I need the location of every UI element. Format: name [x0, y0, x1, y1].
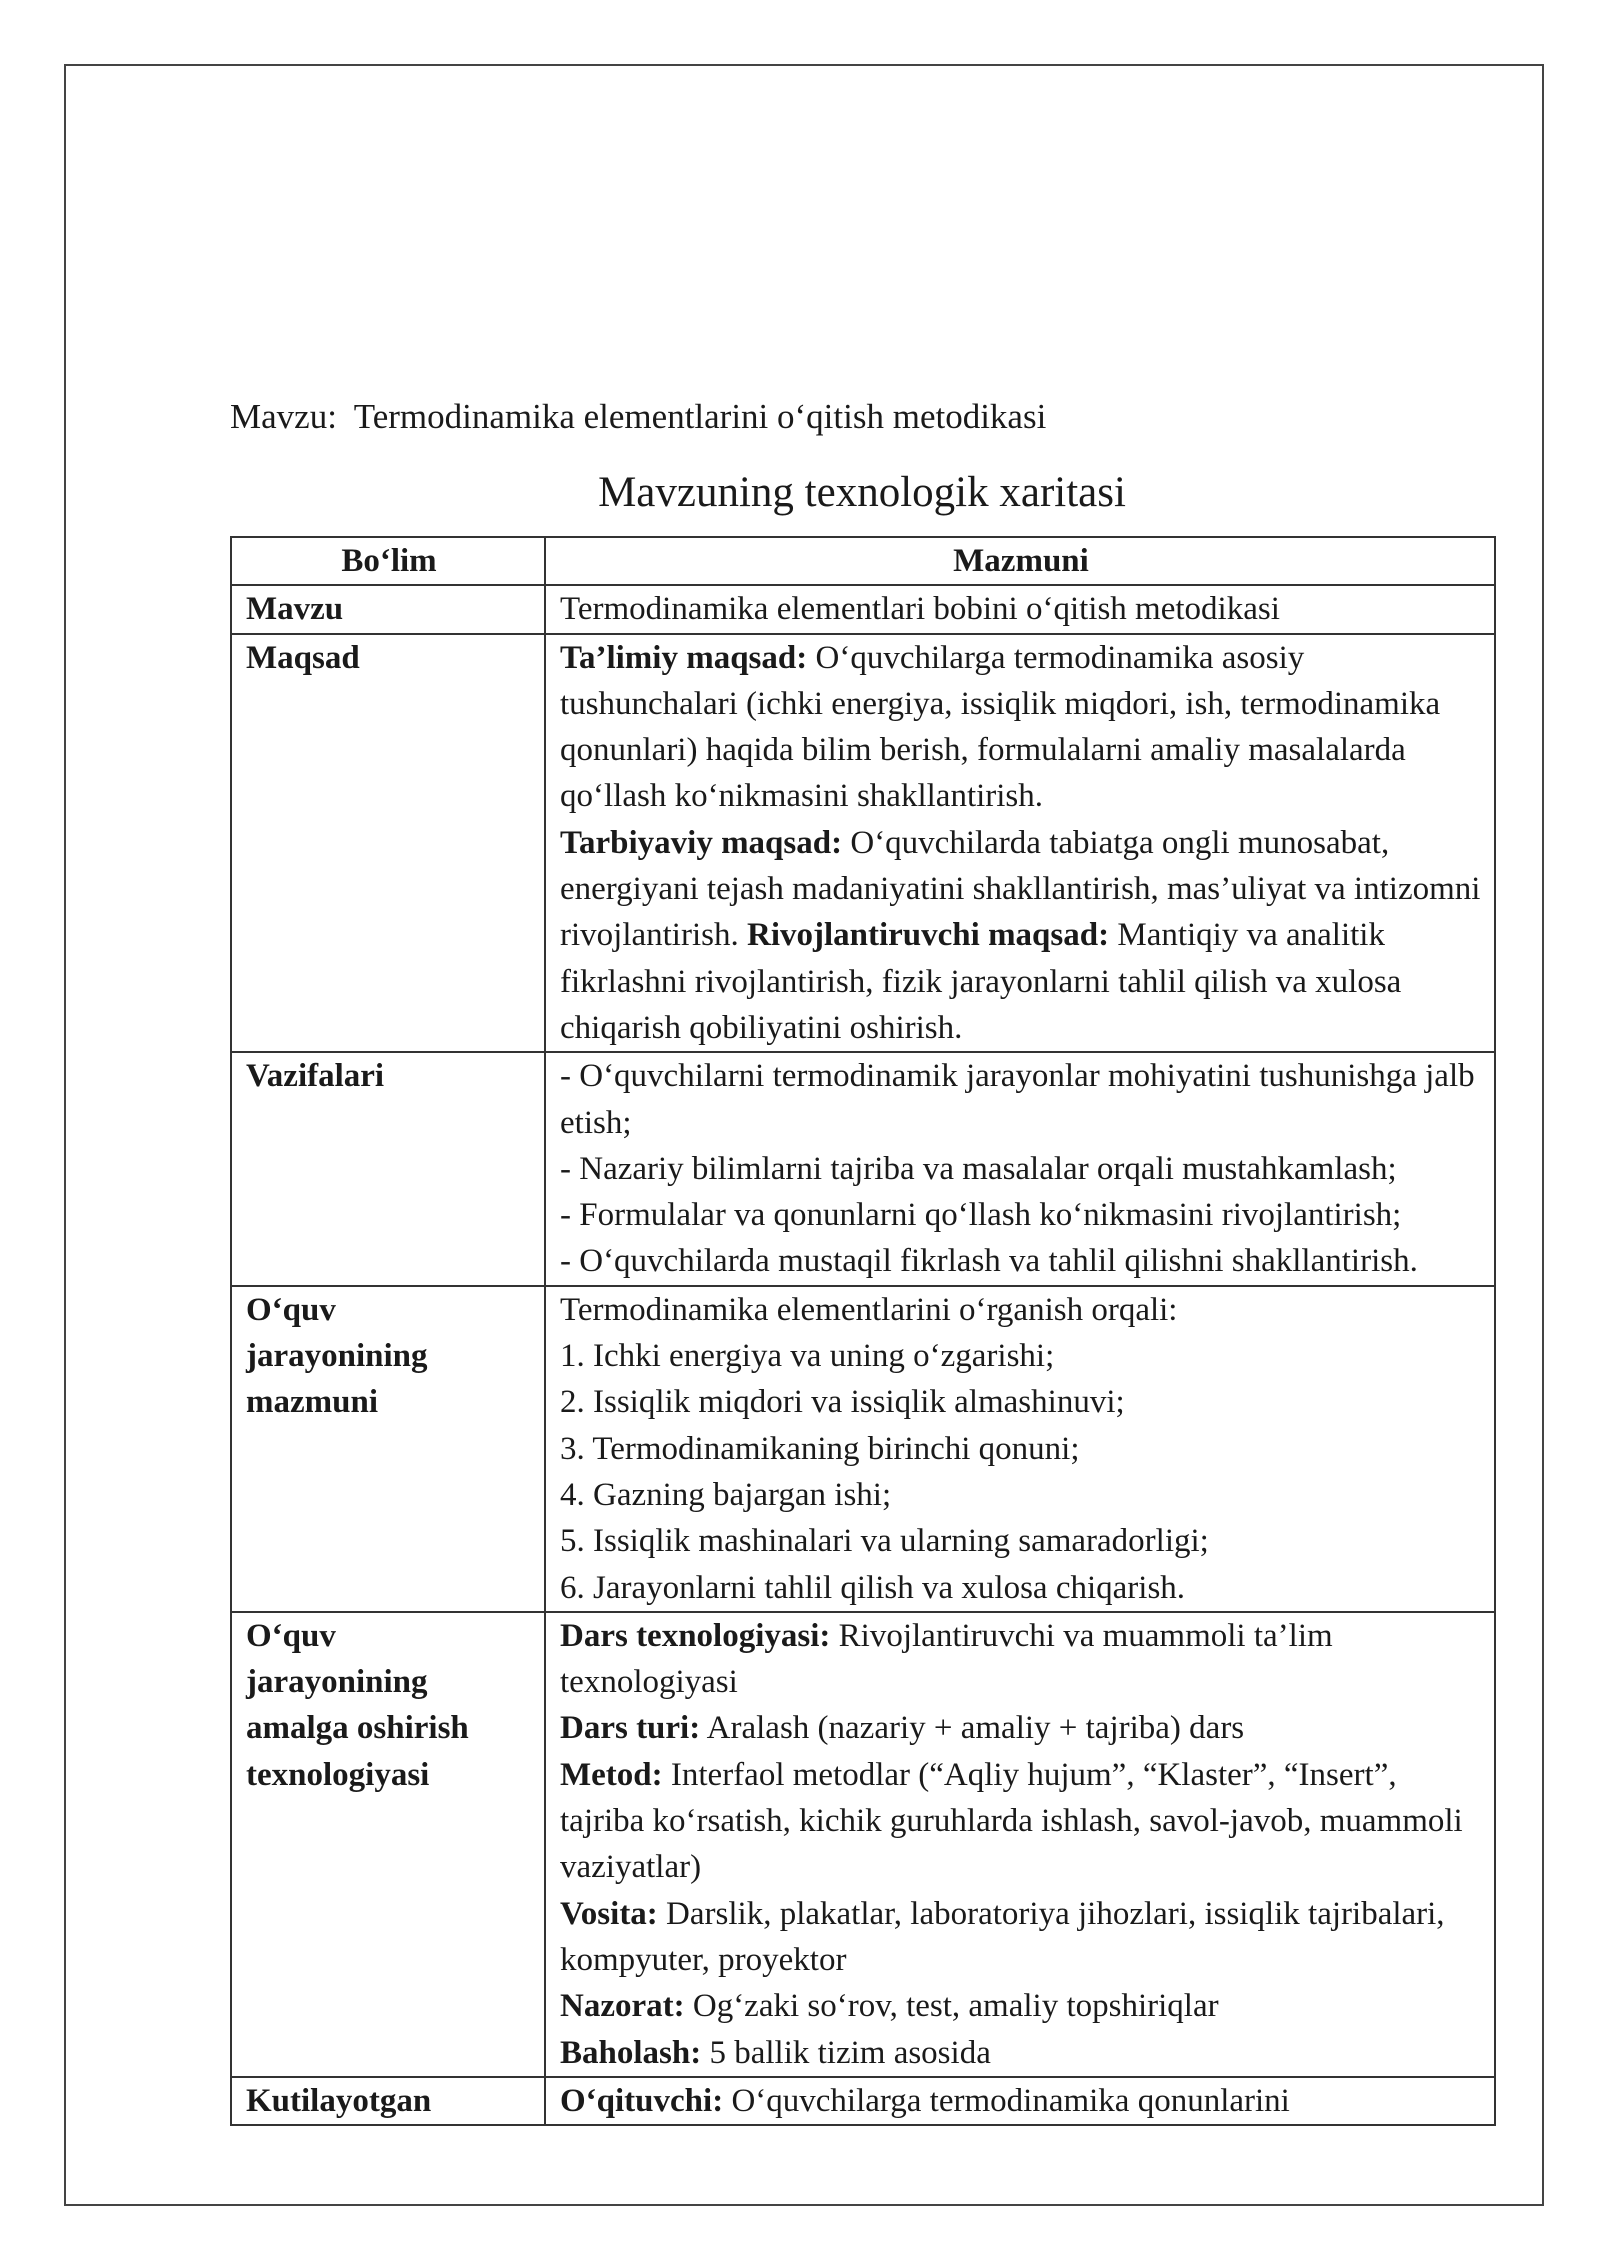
table-row-vazifalari: [231, 1052, 1495, 1285]
section-label: O‘quv jarayonining mazmuni: [246, 1291, 428, 1421]
goal-label: Rivojlantiruvchi maqsad:: [746, 917, 1110, 954]
list-item: - O‘quvchilarni termodinamik jarayonlar mohiyatini tushunishga jalb etish;: [560, 1058, 1475, 1141]
list-item: [560, 1705, 1482, 1751]
item-label: Dars texnologiyasi:: [560, 1617, 831, 1654]
section-cell: Mavzu: [231, 585, 545, 633]
topic-prefix: Mavzu:: [230, 397, 337, 436]
content-cell: [545, 634, 1495, 1053]
list-item: 2. Issiqlik miqdori va issiqlik almashinuvi;: [560, 1384, 1125, 1421]
list-item: - Nazariy bilimlarni tajriba va masalalar orqali mustahkamlash;: [560, 1150, 1397, 1187]
goal-label: Ta’limiy maqsad:: [560, 639, 808, 676]
content-cell: [545, 1052, 1495, 1285]
list-item: 5. Issiqlik mashinalari va ularning samaradorligi;: [560, 1523, 1209, 1560]
table-row-texnologiya: [231, 1612, 1495, 2077]
table-row-mavzu: [231, 585, 1495, 633]
table-row-kutilayotgan: [231, 2077, 1495, 2125]
section-cell: Vazifalari: [231, 1052, 545, 1285]
item-label: Metod:: [560, 1756, 663, 1793]
list-item: [560, 1752, 1482, 1891]
item-text: 5 ballik tizim asosida: [709, 2034, 991, 2071]
list-item: 1. Ichki energiya va uning o‘zgarishi;: [560, 1338, 1055, 1375]
document-title: Mavzuning texnologik xaritasi: [598, 469, 1126, 516]
header-section: Bo‘lim: [231, 537, 545, 585]
section-cell: Kutilayotgan: [231, 2077, 545, 2125]
goal-label: Tarbiyaviy maqsad:: [560, 824, 843, 861]
list-item: [560, 2030, 1482, 2076]
list-item: [560, 1613, 1482, 1706]
section-cell: [231, 1612, 545, 2077]
list-item: 6. Jarayonlarni tahlil qilish va xulosa chiqarish.: [560, 1569, 1186, 1606]
list-item: - Formulalar va qonunlarni qo‘llash ko‘nikmasini rivojlantirish;: [560, 1197, 1402, 1234]
item-label: Baholash:: [560, 2034, 702, 2071]
list-item: [560, 1983, 1482, 2029]
item-text: O‘quvchilarga termodinamika qonunlarini: [731, 2082, 1290, 2119]
content-cell: [545, 2077, 1495, 2125]
goal-text: O‘quvchilarda tabiatga ongli munosabat, energiyani tejash madaniyatini shakllantirish, mas’uliyat va intizomni rivojlantirish.: [560, 824, 1481, 954]
item-text: Darslik, plakatlar, laboratoriya jihozlari, issiqlik tajribalari, kompyuter, proyektor: [560, 1895, 1445, 1978]
goal-text: Mantiqiy va analitik fikrlashni rivojlantirish, fizik jarayonlarni tahlil qilish va xulosa chiqarish qobiliyatini oshirish.: [560, 917, 1402, 1046]
item-label: Vosita:: [560, 1895, 658, 1932]
content-cell: [545, 1612, 1495, 2077]
table-row-maqsad: [231, 634, 1495, 1053]
educational-goal: [560, 635, 1482, 820]
item-label: Nazorat:: [560, 1988, 685, 2025]
topic-line: [230, 395, 1046, 439]
list-item: 3. Termodinamikaning birinchi qonuni;: [560, 1430, 1080, 1467]
list-item: - O‘quvchilarda mustaqil fikrlash va tahlil qilishni shakllantirish.: [560, 1243, 1418, 1280]
technology-map-table: [230, 536, 1496, 2126]
list-item: [560, 1891, 1482, 1984]
content-cell: [545, 1286, 1495, 1612]
upbringing-goal: [560, 820, 1482, 1051]
item-text: Rivojlantiruvchi va muammoli ta’lim texnologiyasi: [560, 1617, 1333, 1701]
section-cell: Maqsad: [231, 634, 545, 1053]
table-row-mazmuni: [231, 1286, 1495, 1612]
section-label: O‘quv jarayonining amalga oshirish texnologiyasi: [246, 1617, 469, 1793]
item-label: Dars turi:: [560, 1710, 701, 1747]
goal-text: O‘quvchilarga termodinamika asosiy tushunchalari (ichki energiya, issiqlik miqdori, ish, termodinamika qonunlari) haqida bilim berish, formulalarni amaliy masalalarda qo‘llash ko‘nikmasini shakllantirish.: [560, 639, 1441, 815]
item-text: Aralash (nazariy + amaliy + tajriba) dars: [706, 1710, 1245, 1747]
header-content: Mazmuni: [545, 537, 1495, 585]
section-cell: [231, 1286, 545, 1612]
item-text: Og‘zaki so‘rov, test, amaliy topshiriqlar: [692, 1988, 1219, 2025]
list-intro: Termodinamika elementlarini o‘rganish orqali:: [560, 1291, 1178, 1328]
list-item: 4. Gazning bajargan ishi;: [560, 1476, 892, 1513]
item-label: O‘qituvchi:: [560, 2082, 724, 2119]
item-text: Interfaol metodlar (“Aqliy hujum”, “Klaster”, “Insert”, tajriba ko‘rsatish, kichik guruhlarda ishlash, savol-javob, muammoli vaziyatlar): [560, 1756, 1463, 1886]
topic-text: Termodinamika elementlarini o‘qitish metodikasi: [353, 397, 1047, 436]
table-header-row: [231, 537, 1495, 585]
content-cell: Termodinamika elementlari bobini o‘qitish metodikasi: [545, 585, 1495, 633]
